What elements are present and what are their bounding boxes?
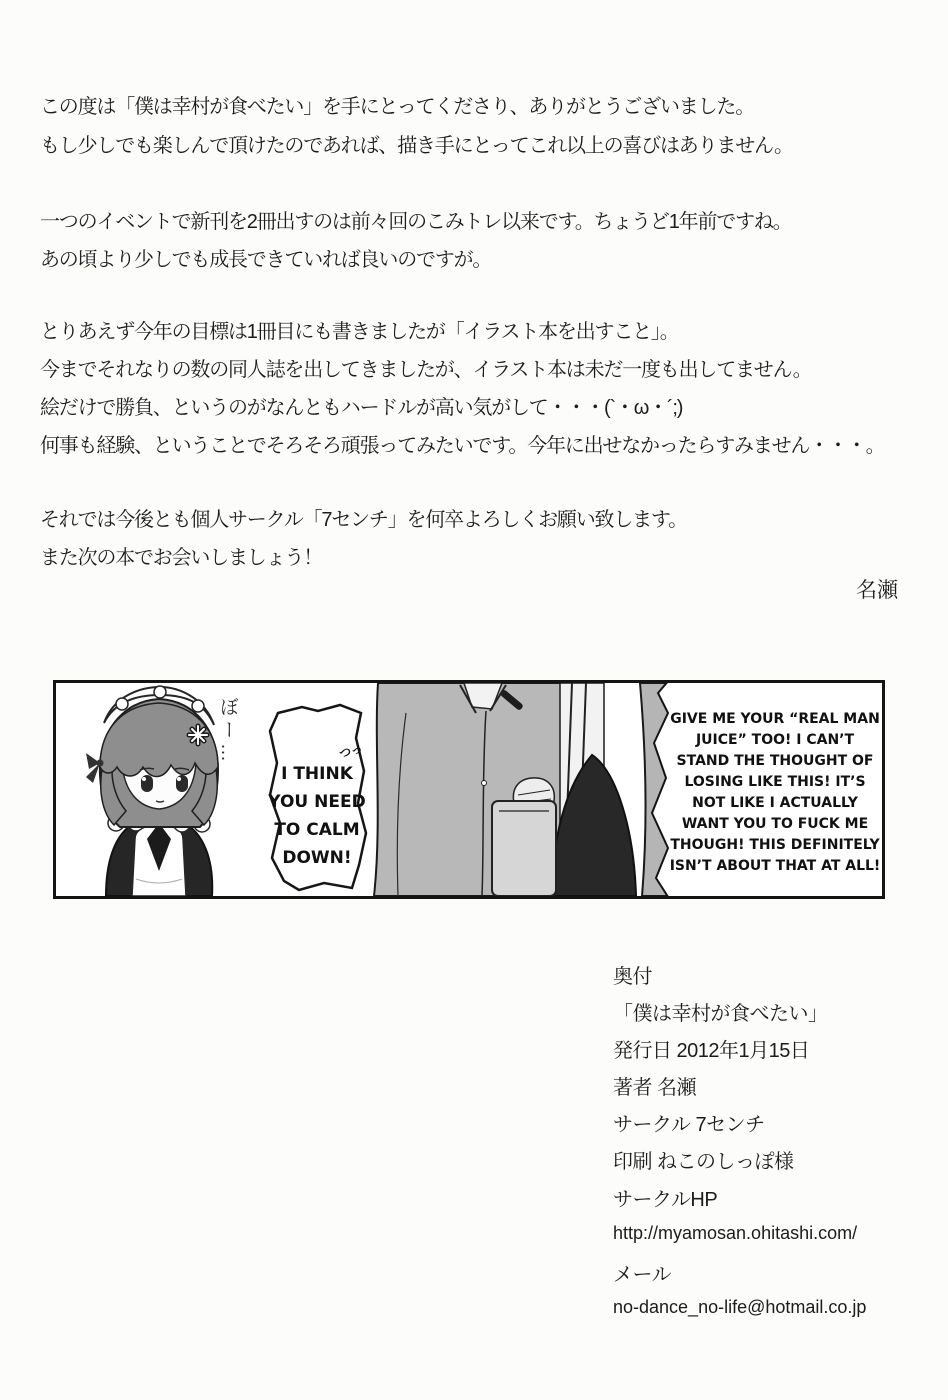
afterword-line: この度は「僕は幸村が食べたい」を手にとってくださり、ありがとうございました。 bbox=[40, 96, 754, 118]
afterword-line: もし少しでも楽しんで頂けたのであれば、描き手にとってこれ以上の喜びはありません。 bbox=[40, 135, 793, 157]
colophon-title: 「僕は幸村が食べたい」 bbox=[613, 1003, 828, 1025]
speech-line: YOU NEED bbox=[268, 792, 366, 812]
colophon-author: 著者 名瀬 bbox=[613, 1077, 697, 1099]
sfx-text: ぼー… bbox=[217, 697, 238, 766]
speech-line: TO CALM bbox=[274, 820, 360, 840]
afterword-line: 一つのイベントで新刊を2冊出すのは前々回のこみトレ以来です。ちょうど1年前ですね。 bbox=[40, 211, 792, 233]
afterword-line: それでは今後とも個人サークル「7センチ」を何卒よろしくお願い致します。 bbox=[40, 509, 687, 531]
speech-line: ISN’T ABOUT THAT AT ALL! bbox=[669, 858, 881, 874]
comic-panel bbox=[53, 680, 885, 899]
colophon-publish-date: 発行日 2012年1月15日 bbox=[613, 1040, 810, 1062]
afterword-line: とりあえず今年の目標は1冊目にも書きましたが「イラスト本を出すこと」。 bbox=[40, 321, 679, 343]
speech-bubble-right bbox=[652, 683, 882, 896]
speech-line: NOT LIKE I ACTUALLY bbox=[692, 795, 858, 811]
colophon-website-label: サークルHP bbox=[613, 1189, 718, 1211]
colophon-website-url: http://myamosan.ohitashi.com/ bbox=[613, 1223, 858, 1243]
colophon-email-address: no-dance_no-life@hotmail.co.jp bbox=[613, 1297, 867, 1317]
speech-line: LOSING LIKE THIS! IT’S bbox=[684, 774, 866, 790]
speech-line: WANT YOU TO FUCK ME bbox=[681, 816, 869, 832]
colophon-circle: サークル 7センチ bbox=[613, 1114, 765, 1136]
speech-line: DOWN! bbox=[282, 848, 352, 868]
afterword-line: 何事も経験、ということでそろそろ頑張ってみたいです。今年に出せなかったらすみません・・・。 bbox=[40, 435, 885, 457]
author-signature: 名瀬 bbox=[856, 579, 898, 602]
afterword-line: 絵だけで勝負、というのがなんともハードルが高い気がして・・・(`・ω・´;) bbox=[40, 397, 683, 419]
speech-line: THOUGH! THIS DEFINITELY bbox=[670, 837, 880, 853]
afterword-line: あの頃より少しでも成長できていれば良いのですが。 bbox=[40, 249, 492, 271]
colophon-heading: 奥付 bbox=[613, 966, 652, 988]
colophon-email-label: メール bbox=[613, 1264, 672, 1286]
comic-panel-art bbox=[56, 683, 882, 896]
gasp-text: つっ bbox=[337, 741, 365, 761]
speech-line: STAND THE THOUGHT OF bbox=[676, 753, 874, 769]
speech-line: JUICE” TOO! I CAN’T bbox=[695, 732, 855, 748]
speech-line: I THINK bbox=[281, 764, 353, 784]
colophon-printer: 印刷 ねこのしっぽ様 bbox=[613, 1151, 794, 1173]
flower-hairpin bbox=[189, 726, 207, 744]
speech-line: GIVE ME YOUR “REAL MAN bbox=[670, 711, 880, 727]
afterword-line: 今までそれなりの数の同人誌を出してきましたが、イラスト本は未だ一度も出してません。 bbox=[40, 359, 812, 381]
afterword-line: また次の本でお会いしましょう！ bbox=[40, 547, 322, 569]
speech-bubble-left bbox=[267, 705, 366, 890]
